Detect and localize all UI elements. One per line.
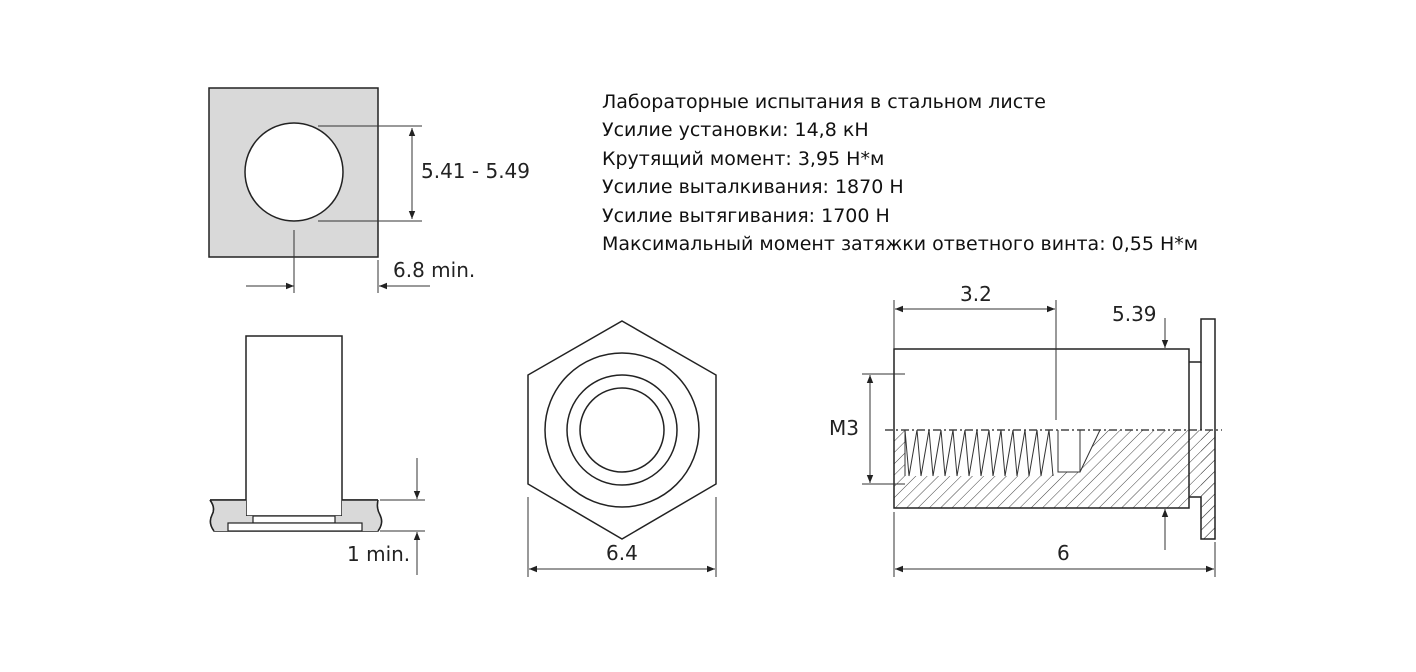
spec-max-screw-torque: Максимальный момент затяжки ответного винта: 0,55 Н*м (602, 233, 1199, 256)
spec-title: Лабораторные испытания в стальном листе (602, 91, 1046, 113)
mounting-hole (245, 123, 343, 221)
mounting-hole-view (209, 88, 530, 293)
nut-body-side (246, 336, 342, 516)
spec-installation-force: Усилие установки: 14,8 кН (602, 119, 869, 142)
spec-push-out-force: Усилие выталкивания: 1870 Н (602, 176, 904, 199)
spec-pull-out-force: Усилие вытягивания: 1700 Н (602, 204, 890, 227)
overall-length-label: 6 (1057, 541, 1070, 565)
nut-collar (253, 516, 335, 523)
sheet-thickness-label: 1 min. (347, 542, 411, 566)
thread-length-label: 3.2 (960, 282, 992, 306)
hex-top-view (528, 321, 716, 577)
edge-distance-label: 6.8 min. (393, 258, 476, 282)
hole-diameter-label: 5.41 - 5.49 (421, 159, 530, 183)
test-specifications (602, 88, 1198, 258)
nut-flange (228, 523, 362, 531)
hex-width-label: 6.4 (606, 541, 638, 565)
thread-size-label: M3 (829, 416, 859, 440)
body-diameter-label: 5.39 (1112, 302, 1157, 326)
spec-torque: Крутящий момент: 3,95 Н*м (602, 147, 885, 170)
section-view (829, 282, 1222, 577)
thread-teeth (905, 430, 1053, 476)
installed-side-view (210, 336, 425, 575)
